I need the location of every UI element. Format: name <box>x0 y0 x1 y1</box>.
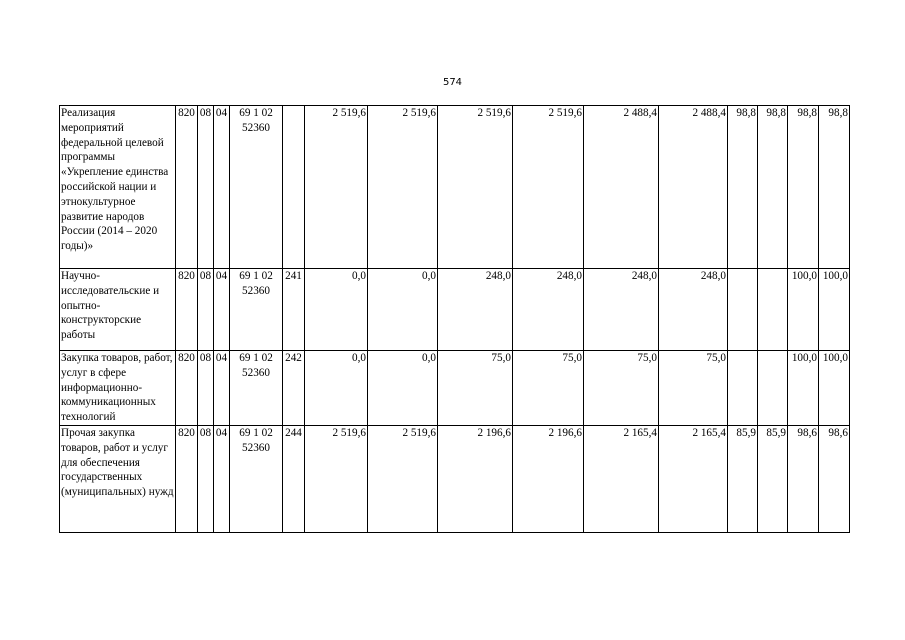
expense-type-code <box>283 106 305 269</box>
subsection-code: 04 <box>214 269 230 351</box>
amount-cell: 2 519,6 <box>368 106 438 269</box>
budget-table <box>59 105 850 533</box>
target-article-code: 69 1 02 52360 <box>230 106 283 269</box>
amount-cell: 2 165,4 <box>584 425 659 532</box>
expense-type-code: 244 <box>283 425 305 532</box>
amount-cell: 75,0 <box>438 351 513 426</box>
amount-cell: 248,0 <box>659 269 728 351</box>
amount-cell: 248,0 <box>438 269 513 351</box>
amount-cell: 0,0 <box>368 269 438 351</box>
amount-cell: 2 519,6 <box>305 106 368 269</box>
grbs-code: 820 <box>176 351 198 426</box>
subsection-code: 04 <box>214 425 230 532</box>
amount-cell: 2 519,6 <box>305 425 368 532</box>
grbs-code: 820 <box>176 106 198 269</box>
percent-cell: 98,8 <box>819 106 850 269</box>
target-article-code: 69 1 02 52360 <box>230 269 283 351</box>
item-name: Научно-исследовательские и опытно-конструкторские работы <box>60 269 176 351</box>
page-number: 574 <box>442 77 463 88</box>
grbs-code: 820 <box>176 425 198 532</box>
percent-cell: 85,9 <box>758 425 788 532</box>
amount-cell: 2 196,6 <box>438 425 513 532</box>
grbs-code: 820 <box>176 269 198 351</box>
amount-cell: 2 196,6 <box>513 425 584 532</box>
percent-cell: 85,9 <box>728 425 758 532</box>
amount-cell: 75,0 <box>513 351 584 426</box>
percent-cell <box>758 351 788 426</box>
expense-type-code: 242 <box>283 351 305 426</box>
section-code: 08 <box>198 425 214 532</box>
percent-cell: 100,0 <box>819 269 850 351</box>
section-code: 08 <box>198 351 214 426</box>
amount-cell: 2 488,4 <box>659 106 728 269</box>
subsection-code: 04 <box>214 106 230 269</box>
amount-cell: 248,0 <box>584 269 659 351</box>
percent-cell <box>728 351 758 426</box>
percent-cell: 98,8 <box>758 106 788 269</box>
item-name: Закупка товаров, работ, услуг в сфере информационно-коммуникационных технологий <box>60 351 176 426</box>
amount-cell: 2 488,4 <box>584 106 659 269</box>
subsection-code: 04 <box>214 351 230 426</box>
section-code: 08 <box>198 269 214 351</box>
amount-cell: 75,0 <box>584 351 659 426</box>
percent-cell: 98,8 <box>788 106 819 269</box>
amount-cell: 2 519,6 <box>513 106 584 269</box>
amount-cell: 0,0 <box>368 351 438 426</box>
percent-cell: 98,6 <box>788 425 819 532</box>
item-name: Реализация мероприятий федеральной целевой программы «Укрепление единства российской нации и этнокультурное развитие народов России (2014 – 2020 годы)» <box>60 106 176 269</box>
table-row <box>60 106 850 269</box>
target-article-code: 69 1 02 52360 <box>230 425 283 532</box>
expense-type-code: 241 <box>283 269 305 351</box>
percent-cell <box>728 269 758 351</box>
amount-cell: 2 519,6 <box>368 425 438 532</box>
amount-cell: 0,0 <box>305 269 368 351</box>
percent-cell: 100,0 <box>788 269 819 351</box>
target-article-code: 69 1 02 52360 <box>230 351 283 426</box>
table-row <box>60 269 850 351</box>
table-row <box>60 351 850 426</box>
item-name: Прочая закупка товаров, работ и услуг для обеспечения государственных (муниципальных) нужд <box>60 425 176 532</box>
percent-cell: 100,0 <box>819 351 850 426</box>
amount-cell: 0,0 <box>305 351 368 426</box>
percent-cell: 98,8 <box>728 106 758 269</box>
table-row <box>60 425 850 532</box>
amount-cell: 2 519,6 <box>438 106 513 269</box>
amount-cell: 248,0 <box>513 269 584 351</box>
amount-cell: 2 165,4 <box>659 425 728 532</box>
amount-cell: 75,0 <box>659 351 728 426</box>
percent-cell <box>758 269 788 351</box>
section-code: 08 <box>198 106 214 269</box>
percent-cell: 100,0 <box>788 351 819 426</box>
percent-cell: 98,6 <box>819 425 850 532</box>
